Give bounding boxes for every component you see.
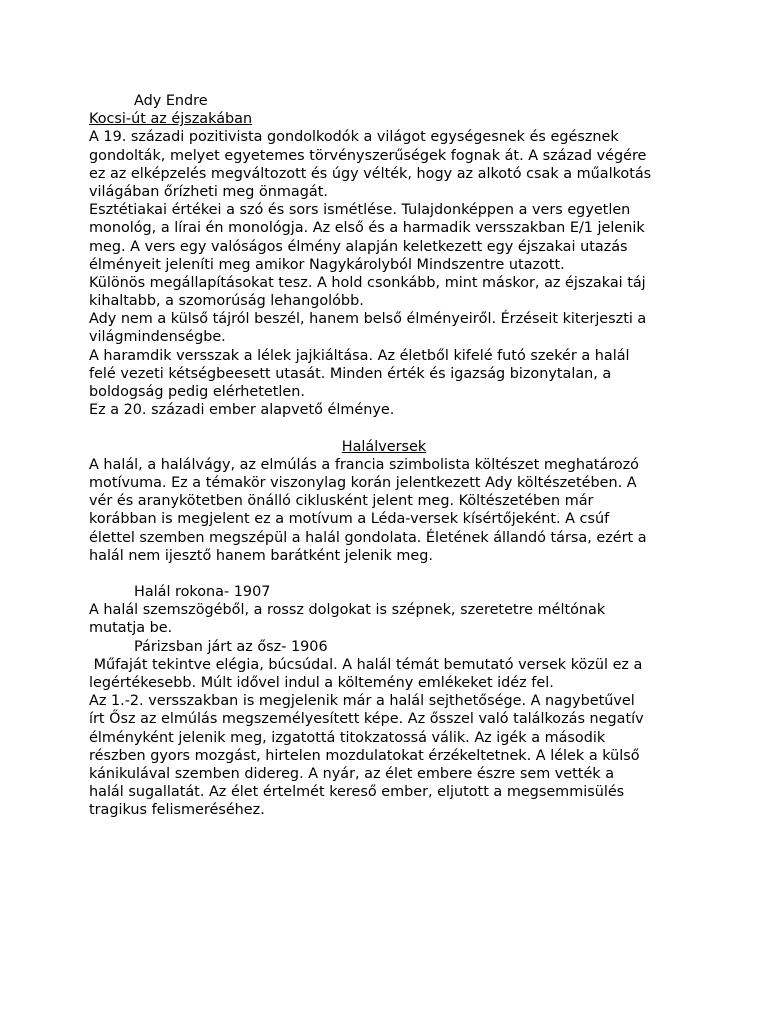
text-line: A haramdik versszak a lélek jajkiáltása. Az életből kifelé futó szekér a halál (89, 347, 630, 364)
paragraph-conclusion (89, 401, 689, 419)
text-line: világában őrízheti meg önmagát. (89, 183, 328, 200)
text-line: kihaltabb, a szomorúság lehangolóbb. (89, 293, 364, 310)
paragraph-aesthetics (89, 201, 689, 274)
text-line: monológ, a lírai én monológja. Az első és a harmadik versszakban E/1 jelenik (89, 220, 645, 237)
author-name: Ady Endre (134, 93, 208, 109)
blank-line (89, 419, 689, 437)
paragraph-halal-rokona (89, 601, 689, 637)
text-line: vér és aranykötetben önálló ciklusként jelent meg. Költészetében már (89, 493, 594, 510)
text-line: Az 1.-2. versszakban is megjelenik már a halál sejthetősége. A nagybetűvel (89, 693, 635, 710)
text-line: Ady nem a külső tájról beszél, hanem belső élményeiről. Érzéseit kiterjeszti a (89, 311, 647, 328)
text-line: élettel szemben megszépül a halál gondolata. Életének állandó társa, ezért a (89, 529, 647, 546)
paragraph-intro (89, 128, 689, 201)
text-line: korábban is megjelent ez a motívum a Léda-versek kísértőjeként. A csúf (89, 511, 610, 528)
section-title: Halálversek (341, 438, 427, 455)
text-line: tragikus felismeréséhez. (89, 802, 265, 819)
paragraph-observations (89, 274, 689, 310)
text-line: írt Ősz az elmúlás megszemélyesített képe. Az ősszel való találkozás negatív (89, 711, 644, 728)
text-line: A halál, a halálvágy, az elmúlás a francia szimbolista költészet meghatározó (89, 456, 639, 473)
poem-subtitle: Párizsban járt az ősz- 1906 (134, 638, 328, 655)
text-line: Ez a 20. századi ember alapvető élménye. (89, 402, 395, 419)
text-line: ez az elképzelés megváltozott és úgy vélték, hogy az alkotó csak a műalkotás (89, 165, 652, 182)
text-line: motívuma. Ez a témakör viszonylag korán jelentkezett Ady költészetében. A (89, 474, 637, 491)
text-line: Esztétiakai értékei a szó és sors ismétlése. Tulajdonképpen a vers egyetlen (89, 202, 631, 219)
text-line: legértékesebb. Múlt idővel indul a költemény emlékeket idéz fel. (89, 675, 554, 691)
text-line: gondolták, melyet egyetemes törvényszerűségek fognak át. A század végére (89, 147, 647, 164)
blank-line (89, 565, 689, 583)
paragraph-death-motif (89, 456, 689, 565)
text-line: A halál szemszögéből, a rossz dolgokat is szépnek, szeretetre méltónak (89, 602, 606, 619)
text-line: felé vezeti kétségbeesett utasát. Minden érték és igazság bizonytalan, a (89, 365, 612, 382)
text-line: meg. A vers egy valóságos élmény alapján keletkezett egy éjszakai utazás (89, 238, 628, 255)
paragraph-genre (89, 656, 689, 692)
text-line: mutatja be. (89, 620, 173, 637)
text-line: A 19. századi pozitivista gondolkodók a világot egységesnek és egésznek (89, 129, 619, 146)
document-page (89, 92, 689, 820)
text-line: Különös megállapításokat tesz. A hold csonkább, mint máskor, az éjszakai táj (89, 274, 646, 291)
paragraph-inner-experiences (89, 310, 689, 346)
text-line: boldogság pedig elérhetetlen. (89, 384, 305, 400)
text-line: kánikulával szemben didereg. A nyár, az élet embere észre sem vették a (89, 765, 615, 782)
poem-subtitle: Halál rokona- 1907 (134, 584, 271, 601)
text-line: halál sugallatát. Az élet értelmét kereső ember, eljutott a megsemmisülés (89, 784, 625, 801)
text-line: élményként jelenik meg, izgatottá titokzatossá válik. Az igék a második (89, 729, 606, 746)
text-line: részben gyors mozgást, hirtelen mozdulatokat érzékeltetnek. A lélek a külső (89, 747, 640, 764)
text-line: Műfaját tekintve elégia, búcsúdal. A halál témát bemutató versek közül ez a (89, 656, 643, 673)
text-line: világmindenségbe. (89, 329, 226, 346)
paragraph-analysis (89, 692, 689, 819)
text-line: élményeit jeleníti meg amikor Nagykárolyból Mindszentre utazott. (89, 256, 565, 273)
poem-title: Kocsi-út az éjszakában (89, 111, 253, 128)
text-line: halál nem ijesztő hanem barátként jelenik meg. (89, 547, 433, 564)
paragraph-third-stanza (89, 347, 689, 402)
